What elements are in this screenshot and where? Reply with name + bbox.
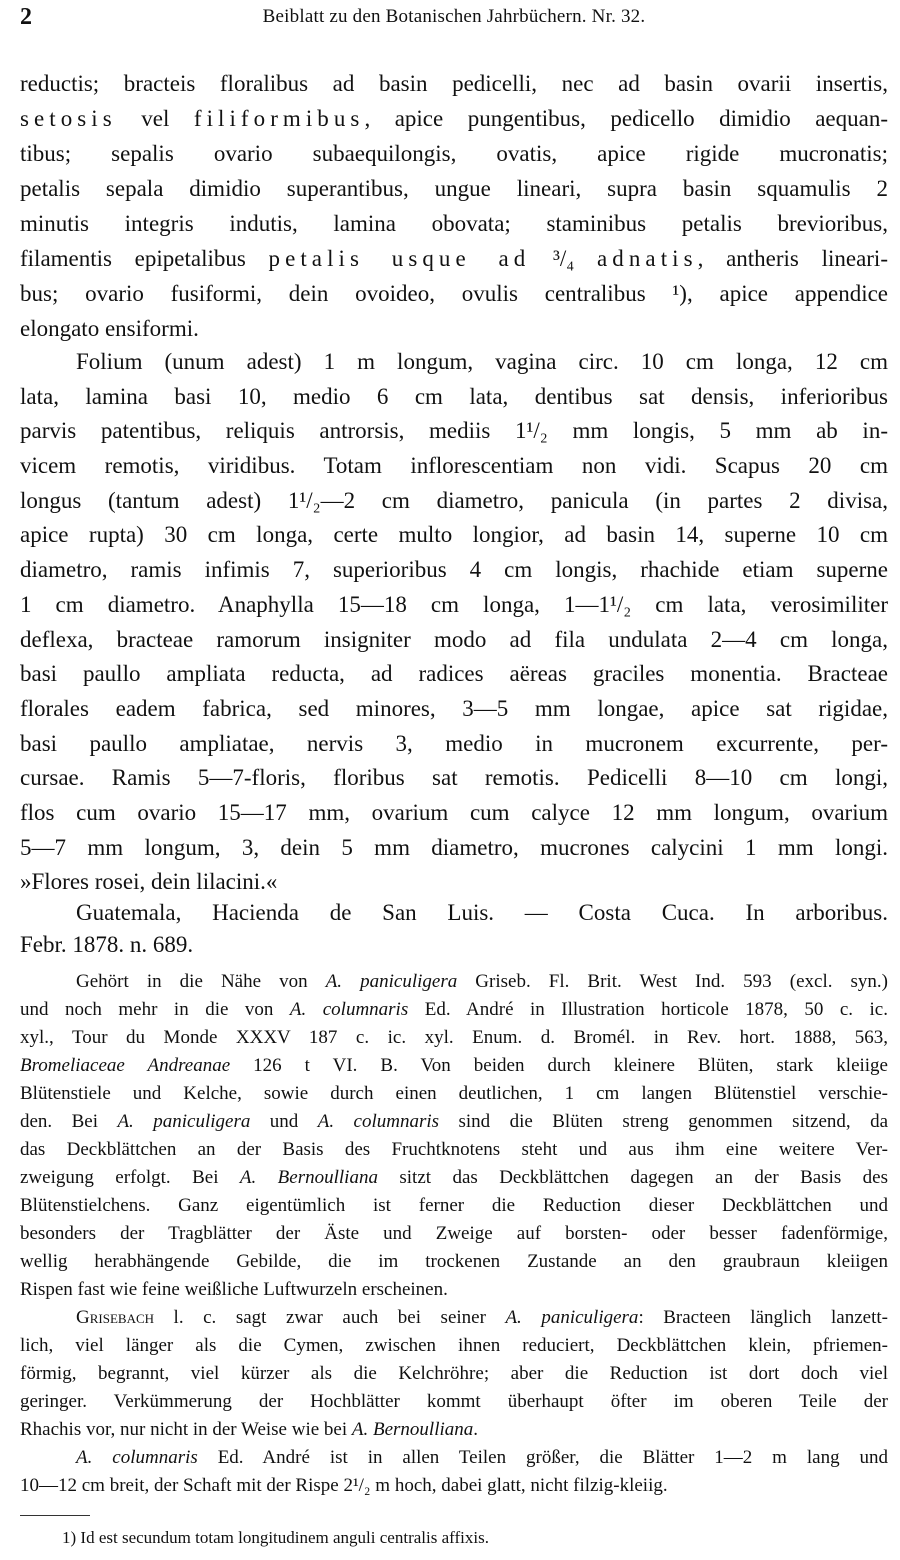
text-run: , antheris lineari- — [697, 246, 888, 271]
text-line — [20, 414, 888, 449]
text-run: longus (tantum adest) 1¹/₂—2 cm diametro, panicula (in partes 2 divisa, — [20, 487, 888, 513]
text-line — [20, 101, 888, 136]
text-run: diametro, ramis infimis 7, superioribus 4 cm longis, rhachide etiam superne — [20, 557, 888, 583]
text-run: reductis; bracteis floralibus ad basin pedicelli, nec ad basin ovarii insertis, — [20, 71, 888, 96]
italic-text: A. columnaris — [289, 999, 409, 1020]
text-run: vel — [116, 106, 194, 131]
text-run: lich, viel länger als die Cymen, zwischen ihnen reduciert, Deckblättchen klein, pfriemen- — [20, 1335, 888, 1356]
text-run: Ed. André in Illustration horticole 1878, 50 c. ic. — [408, 999, 888, 1020]
text-run: Febr. 1878. n. 689. — [20, 932, 194, 957]
text-run: cursae. Ramis 5—7-floris, floribus sat remotis. Pedicelli 8—10 cm longi, — [20, 765, 888, 791]
page-header — [20, 4, 888, 34]
text-line — [20, 1080, 888, 1108]
text-run: Blütenstiele und Kelche, sowie durch einen deutlichen, 1 cm langen Blütenstiel verschie- — [20, 1083, 888, 1104]
text-run: 1 cm diametro. Anaphylla 15—18 cm longa, 1—1¹/₂ cm lata, verosimiliter — [20, 591, 888, 617]
text-run: flos cum ovario 15—17 mm, ovarium cum calyce 12 mm longum, ovarium — [20, 799, 888, 825]
text-run: xyl., Tour du Monde XXXV 187 c. ic. xyl. Enum. d. Bromél. in Rev. hort. 1888, 563, — [20, 1027, 888, 1048]
text-line — [20, 206, 888, 241]
text-line — [20, 761, 888, 796]
text-run: vicem remotis, viridibus. Totam inflorescentiam non vidi. Scapus 20 cm — [20, 453, 888, 479]
text-run: wellig herabhängende Gebilde, die im trockenen Zustande an den graubraun kleiigen — [20, 1251, 888, 1272]
text-run: 126 t VI. B. Von beiden durch kleinere Blüten, stark kleiige — [230, 1055, 888, 1076]
text-line — [20, 996, 888, 1024]
text-line — [20, 1276, 888, 1304]
text-run: sitzt das Deckblättchen dagegen an der Basis des — [377, 1167, 888, 1188]
text-run: deflexa, bracteae ramorum insigniter modo ad fila undulata 2—4 cm longa, — [20, 626, 888, 652]
text-run: Ed. André ist in allen Teilen größer, die Blätter 1—2 m lang und — [197, 1447, 888, 1468]
text-line — [20, 1052, 888, 1080]
note-paragraph — [20, 1444, 888, 1500]
text-line — [20, 929, 888, 961]
text-line — [20, 1360, 888, 1388]
text-line — [20, 518, 888, 553]
italic-text: A. Bernoulliana — [239, 1167, 378, 1188]
text-line — [20, 588, 888, 623]
note-paragraph — [20, 968, 888, 1304]
text-line — [20, 1108, 888, 1136]
text-run: florales eadem fabrica, sed minores, 3—5 mm longae, apice sat rigidae, — [20, 695, 888, 721]
italic-text: A. paniculigera — [505, 1307, 639, 1328]
text-line — [20, 66, 888, 101]
text-line — [20, 1304, 888, 1332]
text-run: und noch mehr in die von — [20, 999, 290, 1020]
text-line — [20, 623, 888, 658]
footnote: 1) Id est secundum totam longitudinem anguli centralis affixis. — [62, 1528, 489, 1547]
text-line — [20, 1248, 888, 1276]
text-line — [20, 796, 888, 831]
text-line — [20, 1472, 888, 1500]
italic-text: A. Bernoulliana — [351, 1419, 474, 1440]
italic-text: A. columnaris — [317, 1111, 440, 1132]
text-run: basi paullo ampliata reducta, ad radices aëreas graciles monentia. Bracteae — [20, 661, 888, 687]
text-line — [20, 968, 888, 996]
text-run: das Deckblättchen an der Basis des Fruchtknotens steht und aus ihm eine weitere Ver- — [20, 1139, 888, 1160]
spaced-text: setosis — [20, 106, 117, 131]
small-caps-text: Grisebach — [76, 1307, 155, 1328]
italic-text: A. paniculigera — [325, 971, 458, 992]
text-run: , apice pungentibus, pedicello dimidio aequan- — [364, 106, 888, 131]
text-run: ³/₄ — [530, 246, 598, 271]
text-line — [20, 657, 888, 692]
text-run: Guatemala, Hacienda de San Luis. — Costa Cuca. In arboribus. — [76, 900, 888, 925]
text-run: zweigung erfolgt. Bei — [20, 1167, 240, 1188]
text-line — [20, 1388, 888, 1416]
text-line — [20, 1220, 888, 1248]
text-line — [20, 311, 888, 346]
text-line — [20, 136, 888, 171]
text-run: minutis integris indutis, lamina obovata; staminibus petalis brevioribus, — [20, 211, 888, 236]
text-run: und — [250, 1111, 318, 1132]
text-line — [20, 865, 888, 900]
text-run: basi paullo ampliatae, nervis 3, medio in mucronem excurrente, per- — [20, 730, 888, 756]
paragraph — [20, 345, 888, 900]
text-run: apice rupta) 30 cm longa, certe multo longior, ad basin 14, superne 10 cm — [20, 522, 888, 548]
italic-text: A. columnaris — [76, 1447, 198, 1468]
text-line — [20, 1164, 888, 1192]
text-line — [20, 727, 888, 762]
text-run: lata, lamina basi 10, medio 6 cm lata, dentibus sat densis, inferioribus — [20, 383, 888, 409]
text-run: tibus; sepalis ovario subaequilongis, ovatis, apice rigide mucronatis; — [20, 141, 888, 166]
italic-text: Bromeliaceae Andreanae — [20, 1055, 231, 1076]
text-run: Rispen fast wie feine weißliche Luftwurzeln erscheinen. — [20, 1279, 448, 1300]
paragraph — [20, 66, 888, 346]
text-line — [20, 449, 888, 484]
text-line — [20, 1192, 888, 1220]
text-run: den. Bei — [20, 1111, 118, 1132]
text-run: Folium (unum adest) 1 m longum, vagina circ. 10 cm longa, 12 cm — [76, 349, 888, 374]
spaced-text: petalis usque ad — [268, 246, 531, 271]
italic-text: A. paniculigera — [117, 1111, 251, 1132]
text-run: förmig, begrannt, viel kürzer als die Kelchröhre; aber die Reduction ist dort doch viel — [20, 1363, 888, 1384]
spaced-text: adnatis — [597, 246, 698, 271]
running-title: Beiblatt zu den Botanischen Jahrbüchern. Nr. 32. — [262, 6, 646, 27]
paragraph — [20, 897, 888, 961]
text-line — [20, 1444, 888, 1472]
text-run: elongato ensiformi. — [20, 316, 199, 341]
text-line — [20, 1136, 888, 1164]
spaced-text: filiformibus — [193, 106, 365, 131]
text-line — [20, 345, 888, 380]
text-run: Griseb. Fl. Brit. West Ind. 593 (excl. syn.) — [457, 971, 888, 992]
text-line — [20, 553, 888, 588]
text-line — [20, 276, 888, 311]
note-paragraph — [20, 1304, 888, 1444]
text-run: . — [473, 1419, 479, 1440]
text-line — [20, 1416, 888, 1444]
text-run: »Flores rosei, dein lilacini.« — [20, 869, 278, 895]
text-run: besonders der Tragblätter der Äste und Zweige auf borsten- oder besser fadenförmige, — [20, 1223, 888, 1244]
text-run: Rhachis vor, nur nicht in der Weise wie bei — [20, 1419, 352, 1440]
text-run: : Bracteen länglich lanzett- — [638, 1307, 888, 1328]
text-line — [20, 171, 888, 206]
footnote-rule — [20, 1515, 90, 1516]
text-line — [20, 241, 888, 276]
page-number: 2 — [20, 4, 32, 30]
text-run: parvis patentibus, reliquis antrorsis, mediis 1¹/₂ mm longis, 5 mm ab in- — [20, 418, 888, 444]
text-line — [20, 484, 888, 519]
text-run: petalis sepala dimidio superantibus, ungue lineari, supra basin squamulis 2 — [20, 176, 888, 201]
text-run: l. c. sagt zwar auch bei seiner — [154, 1307, 506, 1328]
text-run: bus; ovario fusiformi, dein ovoideo, ovulis centralibus ¹), apice appendice — [20, 281, 888, 306]
text-line — [20, 1332, 888, 1360]
text-run: Gehört in die Nähe von — [76, 971, 326, 992]
text-run: 10—12 cm breit, der Schaft mit der Rispe 2¹/₂ m hoch, dabei glatt, nicht filzig-kleiig. — [20, 1475, 668, 1496]
text-line — [20, 380, 888, 415]
text-line — [20, 1024, 888, 1052]
text-line — [20, 692, 888, 727]
text-run: sind die Blüten streng genommen sitzend, da — [439, 1111, 888, 1132]
text-run: geringer. Verkümmerung der Hochblätter kommt überhaupt öfter im oberen Teile der — [20, 1391, 888, 1412]
text-run: filamentis epipetalibus — [20, 246, 269, 271]
text-line — [20, 897, 888, 929]
text-line — [20, 831, 888, 866]
text-run: Blütenstielchens. Ganz eigentümlich ist ferner die Reduction dieser Deckblättchen und — [20, 1195, 888, 1216]
text-run: 5—7 mm longum, 3, dein 5 mm diametro, mucrones calycini 1 mm longi. — [20, 834, 888, 860]
